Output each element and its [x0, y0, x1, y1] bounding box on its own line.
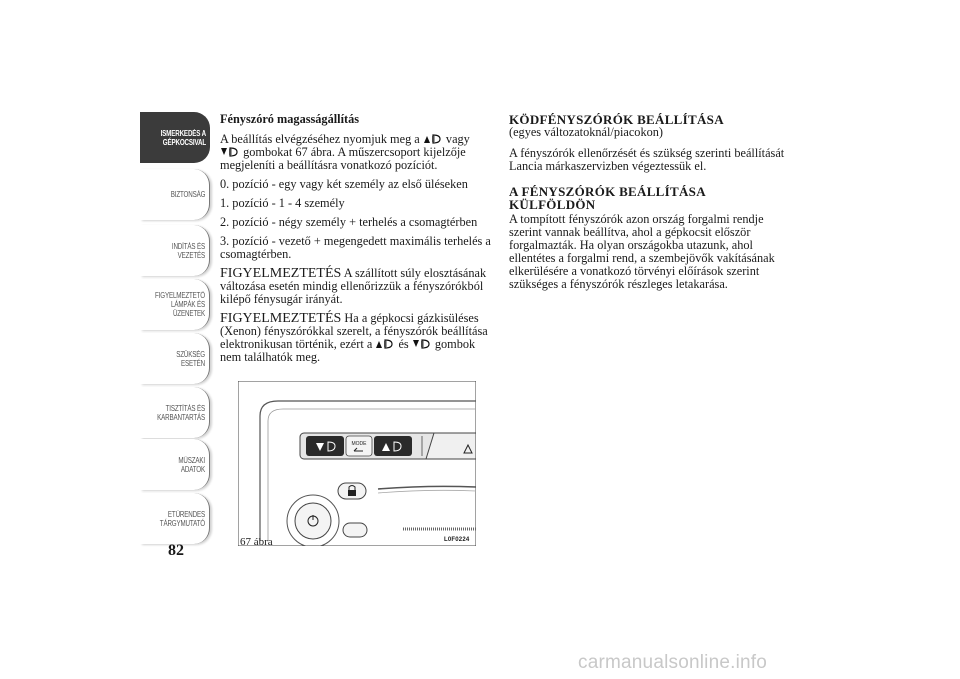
- dashboard-figure: [238, 381, 476, 546]
- position-item: 0. pozíció - egy vagy két személy az első üléseken: [220, 177, 468, 191]
- chapter-tab-label: ETŰRENDES TÁRGYMUTATÓ: [159, 509, 205, 528]
- chapter-tab-label: SZÜKSÉG ESETÉN: [176, 349, 205, 368]
- chapter-tab-ismerkedes[interactable]: [140, 112, 210, 163]
- headlight-down-icon: [220, 146, 240, 157]
- chapter-tab-biztonsag[interactable]: [140, 169, 210, 220]
- watermark: carmanualsonline.info: [578, 652, 768, 673]
- mode-button-label: MODE: [351, 441, 367, 447]
- intro-text-1: A beállítás elvégzéséhez nyomjuk meg a: [220, 132, 420, 146]
- chapter-tab-muszaki[interactable]: [140, 439, 210, 490]
- warning-label: FIGYELMEZTETÉS: [220, 266, 342, 281]
- fog-paragraph: A fényszórók ellenőrzését és szükség szerinti beállítását Lancia márkaszervizben végeztessük el.: [509, 146, 785, 173]
- section-heading: Fényszóró magasságállítás: [220, 112, 360, 126]
- figure-code: L0F0224: [444, 537, 470, 543]
- headlight-up-icon: [375, 338, 395, 349]
- headlight-down-icon: [412, 338, 432, 349]
- chapter-tab-szukseg[interactable]: [140, 333, 210, 384]
- position-item: 1. pozíció - 1 - 4 személy: [220, 196, 345, 210]
- chapter-tab-label: INDÍTÁS ÉS VEZETÉS: [171, 241, 205, 260]
- chapter-tab-figyelmezteto[interactable]: [140, 279, 210, 330]
- warning-paragraph: [220, 312, 492, 364]
- abroad-heading-line-2: KÜLFÖLDÖN: [509, 197, 596, 212]
- chapter-tab-label: ISMERKEDÉS A GÉPKOCSIVAL: [160, 128, 206, 147]
- page-number: 82: [168, 542, 184, 559]
- chapter-tab-inditas[interactable]: [140, 225, 210, 276]
- warning-text: gombok nem találhatók meg.: [220, 337, 476, 364]
- fog-subtitle: (egyes változatoknál/piacokon): [509, 125, 663, 139]
- chapter-tab-label: MŰSZAKI ADATOK: [178, 455, 205, 474]
- warning-text: Ha a gépkocsi gázkisüléses (Xenon) fényszórókkal szerelt, a fényszórók beállítása elektronikusan történik, ezért a: [220, 311, 488, 351]
- figure-caption: 67 ábra: [240, 536, 273, 548]
- chapter-tab-targymutato[interactable]: [140, 493, 210, 544]
- warning-paragraph: [220, 267, 492, 306]
- intro-or: vagy: [445, 132, 470, 146]
- chapter-tab-label: FIGYELMEZTETŐ LÁMPÁK ÉS ÜZENETEK: [155, 291, 205, 318]
- abroad-paragraph: A tompított fényszórók azon ország forgalmi rendje szerint vannak beállítva, ahol a gépkocsit először forgalmazták. Ha olyan országokba utazunk, ahol ellentétes a forgalmi rend, a szembejövők vakításának elkerülésére a vonatkozó törvényi előírások szerint szükséges a fényszórók részleges letakarása.: [509, 212, 775, 291]
- warning-and: és: [398, 337, 409, 351]
- warning-label: FIGYELMEZTETÉS: [220, 311, 342, 326]
- position-item: 2. pozíció - négy személy + terhelés a csomagtérben: [220, 215, 478, 229]
- right-column: [509, 113, 789, 298]
- fog-heading: KÖDFÉNYSZÓRÓK BEÁLLÍTÁSA: [509, 112, 724, 127]
- left-column: [220, 113, 492, 370]
- dashboard-illustration: [238, 381, 476, 546]
- position-item: 3. pozíció - vezető + megengedett maximális terhelés a csomagtérben.: [220, 234, 491, 261]
- intro-paragraph: [220, 133, 492, 172]
- chapter-tab-tisztitas[interactable]: [140, 387, 210, 438]
- chapter-tab-label: TISZTÍTÁS ÉS KARBANTARTÁS: [157, 403, 205, 422]
- chapter-tab-label: BIZTONSÁG: [170, 190, 205, 199]
- abroad-heading-line-1: A FÉNYSZÓRÓK BEÁLLÍTÁSA: [509, 184, 706, 199]
- intro-text-2: gombokat 67 ábra. A műszercsoport kijelzője megjeleníti a beállításra vonatkozó pozíciót.: [220, 145, 466, 172]
- headlight-up-icon: [423, 133, 443, 144]
- warning-text: A szállított súly elosztásának változása esetén mindig ellenőrizzük a fényszórókból kilépő fénysugár irányát.: [220, 266, 487, 306]
